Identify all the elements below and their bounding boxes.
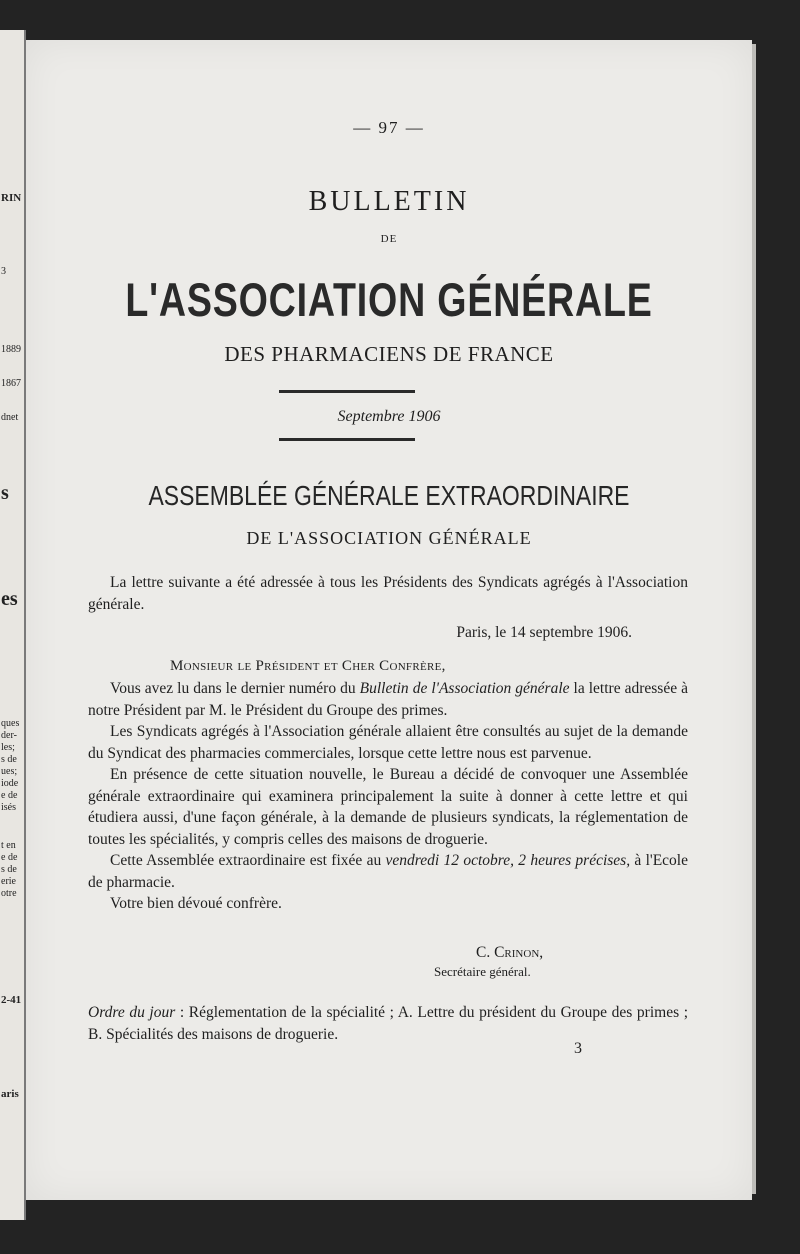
- intro-text: La lettre suivante a été adressée à tous les Présidents des Syndicats agrégés à l'Association générale.: [88, 574, 688, 613]
- agenda-text: : Réglementation de la spécialité ; A. Lettre du président du Groupe des primes ; B. Spécialités des maisons de droguerie.: [88, 1004, 689, 1043]
- prev-fragment: ques: [1, 718, 20, 729]
- sheet-signature-number: 3: [574, 1040, 582, 1057]
- prev-fragment: e de: [1, 852, 18, 863]
- section-title: ASSEMBLÉE GÉNÉRALE EXTRAORDINAIRE: [148, 480, 630, 511]
- signature-title: Secrétaire général.: [434, 964, 531, 979]
- prev-fragment: les;: [1, 742, 15, 753]
- prev-fragment: isés: [1, 802, 16, 813]
- signature-name: [476, 944, 543, 962]
- letter-paragraph: [88, 850, 688, 893]
- letter-paragraph: En présence de cette situation nouvelle, le Bureau a décidé de convoquer une Assemblée générale extraordinaire qui examinera principalement la suite à donner à cette lettre et qui étudiera aussi, d'une façon générale, à la demande de plusieurs syndicats, la réglementation de toutes les spécialités, y compris celles des maisons de droguerie.: [88, 766, 688, 848]
- bulletin-title: BULLETIN: [308, 186, 470, 217]
- prev-fragment: s de: [1, 864, 17, 875]
- title-connector: DE: [380, 233, 398, 245]
- association-title: L'ASSOCIATION GÉNÉRALE: [125, 273, 653, 326]
- prev-fragment: iode: [1, 778, 19, 789]
- page-number: — 97 —: [353, 118, 425, 137]
- prev-fragment: 3: [1, 266, 6, 277]
- prev-fragment: 2-41: [1, 994, 22, 1006]
- signature-initial: C.: [476, 944, 495, 961]
- prev-fragment: 1867: [1, 378, 21, 389]
- prev-fragment: erie: [1, 876, 16, 887]
- letter-dateline: Paris, le 14 septembre 1906.: [456, 624, 632, 641]
- meeting-time: vendredi 12 octobre, 2 heures précises,: [385, 852, 631, 869]
- divider-rule: [279, 390, 415, 393]
- prev-fragment: der-: [1, 730, 17, 741]
- text-run: Vous avez lu dans le dernier numéro du: [110, 680, 360, 697]
- text-run: la lettre adressée à notre Président par M. le Président du Groupe des primes.: [88, 680, 688, 719]
- pharmaciens-title: DES PHARMACIENS DE FRANCE: [224, 342, 554, 366]
- prev-fragment: ues;: [1, 766, 18, 777]
- document-page: [26, 40, 752, 1200]
- letter-paragraph: [88, 678, 688, 721]
- text-run: à l'Ecole de pharmacie.: [88, 852, 688, 891]
- page-edge-shadow: [752, 44, 756, 1194]
- prev-fragment: s: [1, 482, 9, 504]
- prev-fragment: t en: [1, 840, 16, 851]
- prev-fragment: dnet: [1, 412, 19, 423]
- agenda-paragraph: [88, 1002, 688, 1045]
- prev-fragment: aris: [1, 1088, 19, 1100]
- letter-closing: Votre bien dévoué confrère.: [110, 895, 282, 912]
- letter-body: [88, 678, 688, 915]
- signature-surname: Crinon,: [494, 944, 544, 961]
- prev-fragment: 1889: [1, 344, 21, 355]
- prev-fragment: otre: [1, 888, 17, 899]
- agenda-label: Ordre du jour: [88, 1004, 176, 1021]
- letter-paragraph: Les Syndicats agrégés à l'Association générale allaient être consultés au sujet de la demande du Syndicat des pharmacies commerciales, lorsque cette lettre nous est parvenue.: [88, 723, 688, 762]
- divider-rule: [279, 438, 415, 441]
- issue-date: Septembre 1906: [337, 408, 441, 425]
- prev-fragment: e de: [1, 790, 18, 801]
- prev-fragment: es: [1, 588, 18, 610]
- prev-fragment: s de: [1, 754, 17, 765]
- letter-salutation: Monsieur le Président et Cher Confrère,: [170, 658, 446, 674]
- prev-fragment: RIN: [1, 192, 22, 204]
- section-subtitle: DE L'ASSOCIATION GÉNÉRALE: [246, 528, 532, 548]
- intro-paragraph: [88, 572, 688, 615]
- text-run: Cette Assemblée extraordinaire est fixée au: [110, 852, 386, 869]
- bulletin-reference: Bulletin de l'Association générale: [359, 680, 570, 697]
- previous-page-edge: [0, 30, 26, 1220]
